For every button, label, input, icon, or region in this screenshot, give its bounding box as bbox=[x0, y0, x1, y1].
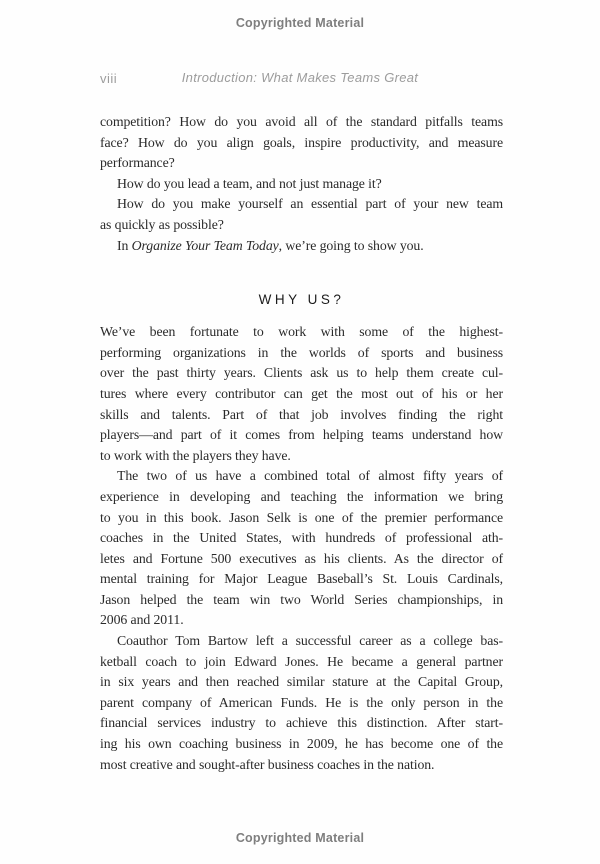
text-line bbox=[100, 425, 503, 446]
text-segment: ing his own coaching business in 2009, he has become one of the bbox=[100, 736, 503, 752]
text-line bbox=[100, 153, 503, 174]
text-segment: Coauthor Tom Bartow left a successful career as a college bas- bbox=[117, 633, 503, 649]
text-segment: performing organizations in the worlds of sports and business bbox=[100, 344, 503, 360]
text-segment: 2006 and 2011. bbox=[100, 612, 184, 628]
text-segment: to work with the players they have. bbox=[100, 447, 291, 463]
text-line bbox=[100, 405, 503, 426]
copyright-notice-bottom: Copyrighted Material bbox=[235, 831, 365, 845]
page-body bbox=[100, 112, 503, 775]
text-line bbox=[100, 693, 503, 714]
text-line bbox=[100, 343, 503, 364]
text-segment: ketball coach to join Edward Jones. He became a general partner bbox=[100, 653, 503, 669]
text-segment: coaches in the United States, with hundreds of professional ath- bbox=[100, 530, 503, 546]
paragraph bbox=[100, 194, 503, 235]
text-line bbox=[100, 590, 503, 611]
text-segment: How do you lead a team, and not just manage it? bbox=[117, 175, 382, 191]
text-segment: , we’re going to show you. bbox=[278, 237, 424, 253]
text-line bbox=[100, 322, 503, 343]
text-segment: performance? bbox=[100, 155, 175, 171]
text-segment: as quickly as possible? bbox=[100, 216, 224, 232]
paragraph bbox=[100, 236, 503, 257]
text-segment: over the past thirty years. Clients ask us to help them create cul- bbox=[100, 365, 503, 381]
text-line bbox=[100, 672, 503, 693]
page-number: viii bbox=[100, 71, 118, 86]
text-segment: How do you make yourself an essential part of your new team bbox=[117, 196, 503, 212]
text-line bbox=[100, 610, 503, 631]
text-segment: mental training for Major League Baseball’s St. Louis Cardinals, bbox=[100, 571, 503, 587]
text-line bbox=[100, 112, 503, 133]
text-segment: face? How do you align goals, inspire productivity, and measure bbox=[100, 134, 503, 150]
book-title-italic: Organize Your Team Today bbox=[131, 237, 279, 253]
text-line bbox=[100, 487, 503, 508]
paragraph bbox=[100, 112, 503, 174]
text-segment: letes and Fortune 500 executives as his clients. As the director of bbox=[100, 550, 503, 566]
text-segment: tures where every contributor can get the most out of his or her bbox=[100, 385, 503, 401]
text-segment: We’ve been fortunate to work with some of the highest- bbox=[100, 324, 503, 340]
text-segment: financial services industry to achieve this distinction. After start- bbox=[100, 715, 503, 731]
text-segment: most creative and sought-after business coaches in the nation. bbox=[100, 756, 435, 772]
text-line bbox=[100, 549, 503, 570]
text-line bbox=[100, 446, 503, 467]
paragraph bbox=[100, 322, 503, 466]
text-line bbox=[100, 569, 503, 590]
paragraph bbox=[100, 174, 503, 195]
text-line bbox=[100, 631, 503, 652]
section-heading: WHY US? bbox=[258, 292, 345, 308]
text-line bbox=[100, 652, 503, 673]
text-segment: The two of us have a combined total of almost fifty years of bbox=[117, 468, 503, 484]
text-line bbox=[100, 174, 503, 195]
text-line bbox=[100, 528, 503, 549]
text-line bbox=[100, 194, 503, 215]
text-line bbox=[100, 508, 503, 529]
text-segment: Jason helped the team win two World Series championships, in bbox=[100, 591, 503, 607]
text-line bbox=[100, 755, 503, 776]
text-segment: players—and part of it comes from helping teams understand how bbox=[100, 427, 503, 443]
text-segment: to you in this book. Jason Selk is one of the premier performance bbox=[100, 509, 503, 525]
paragraph bbox=[100, 631, 503, 775]
text-line bbox=[100, 215, 503, 236]
text-segment: in six years and then reached similar stature at the Capital Group, bbox=[100, 674, 503, 690]
paragraph bbox=[100, 466, 503, 631]
running-head bbox=[0, 70, 600, 88]
text-segment: parent company of American Funds. He is the only person in the bbox=[100, 694, 503, 710]
text-line bbox=[100, 363, 503, 384]
text-line bbox=[100, 236, 503, 257]
text-line bbox=[100, 713, 503, 734]
text-segment: skills and talents. Part of that job involves finding the right bbox=[100, 406, 503, 422]
text-line bbox=[100, 466, 503, 487]
text-segment: experience in developing and teaching the information we bring bbox=[100, 488, 503, 504]
copyright-notice-top: Copyrighted Material bbox=[235, 16, 365, 30]
text-line bbox=[100, 133, 503, 154]
text-segment: competition? How do you avoid all of the standard pitfalls teams bbox=[100, 114, 503, 129]
text-segment: In bbox=[117, 237, 132, 253]
text-line bbox=[100, 734, 503, 755]
running-title: Introduction: What Makes Teams Great bbox=[181, 70, 419, 85]
text-line bbox=[100, 384, 503, 405]
